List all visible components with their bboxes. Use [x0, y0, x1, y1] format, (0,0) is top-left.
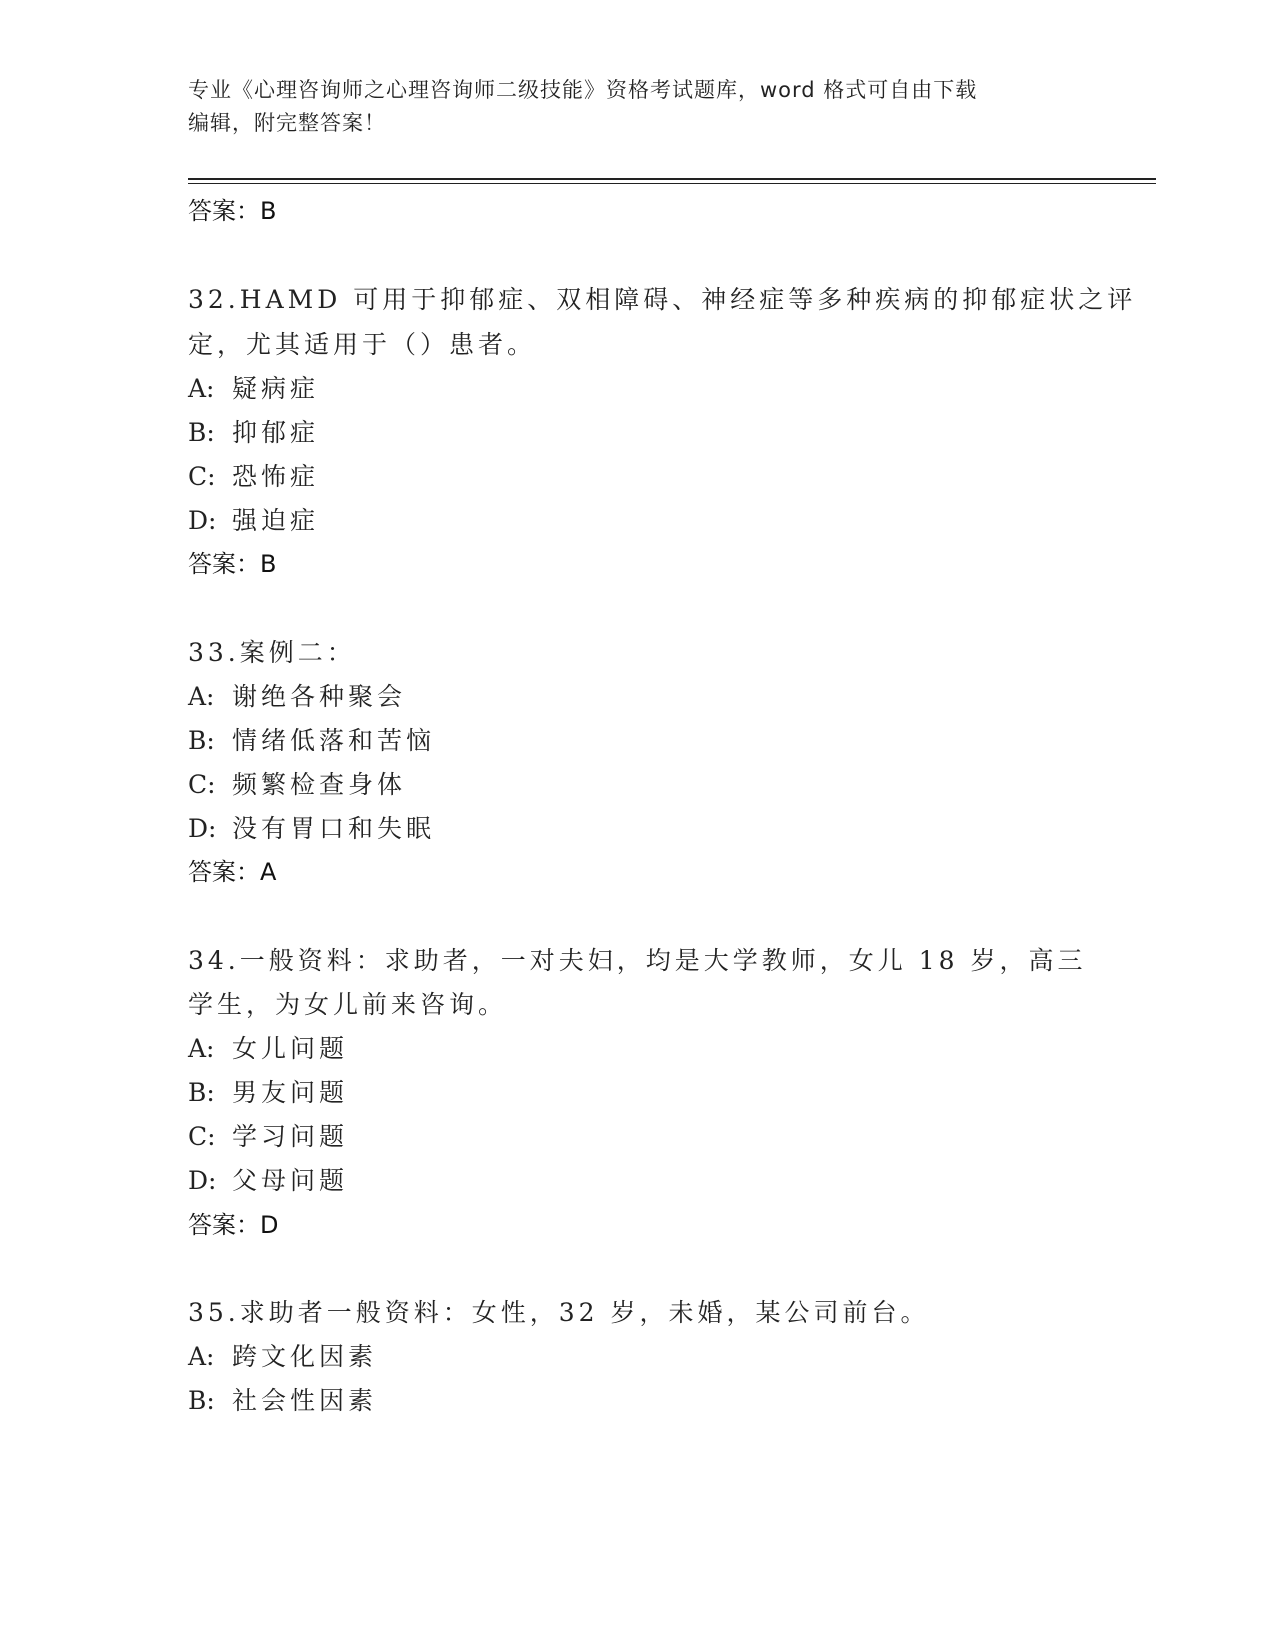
option-text: 学习问题: [232, 1122, 349, 1151]
answer-label: 答案：: [188, 197, 260, 225]
option-a: [188, 374, 319, 404]
question-number: 33.: [188, 638, 240, 667]
question-32-stem: [188, 285, 1136, 315]
option-d: [188, 506, 319, 536]
option-text: 恐怖症: [232, 462, 320, 491]
answer-label: 答案：: [188, 1211, 260, 1239]
option-letter: B:: [188, 726, 215, 755]
option-d: [188, 1166, 348, 1196]
document-header: [188, 74, 1088, 140]
question-32-stem-cont: 定，尤其适用于（）患者。: [188, 330, 537, 359]
option-letter: A:: [188, 374, 215, 403]
option-text: 男友问题: [232, 1078, 349, 1107]
answer-line: [188, 196, 276, 226]
option-d: [188, 814, 435, 844]
option-a: [188, 682, 406, 712]
question-number: 32.: [188, 285, 240, 314]
answer-value: B: [260, 550, 277, 578]
answer-value: B: [260, 197, 277, 225]
option-b: [188, 1386, 377, 1416]
option-a: [188, 1034, 348, 1064]
option-letter: B:: [188, 1386, 215, 1415]
question-34-stem: [188, 946, 1086, 976]
option-text: 跨文化因素: [232, 1342, 378, 1371]
option-letter: C:: [188, 1122, 216, 1151]
question-33-stem: [188, 638, 356, 668]
option-letter: D:: [188, 1166, 217, 1195]
question-number: 34.: [188, 946, 240, 975]
option-text: 频繁检查身体: [232, 770, 407, 799]
option-text: 抑郁症: [232, 418, 320, 447]
option-text: 谢绝各种聚会: [232, 682, 407, 711]
header-divider-thin: [188, 183, 1156, 184]
option-c: [188, 770, 406, 800]
option-b: [188, 418, 319, 448]
answer-label: 答案：: [188, 858, 260, 886]
option-text: 父母问题: [232, 1166, 349, 1195]
header-line-1: 专业《心理咨询师之心理咨询师二级技能》资格考试题库，word 格式可自由下载: [188, 78, 978, 102]
option-b: [188, 1078, 348, 1108]
question-text: 案例二：: [239, 638, 356, 667]
option-letter: A:: [188, 1034, 215, 1063]
question-text: 求助者一般资料：女性，32 岁，未婚，某公司前台。: [239, 1298, 930, 1327]
option-text: 没有胃口和失眠: [232, 814, 436, 843]
option-text: 疑病症: [232, 374, 320, 403]
answer-line: [188, 549, 276, 579]
option-text: 社会性因素: [232, 1386, 378, 1415]
option-b: [188, 726, 435, 756]
answer-line: [188, 857, 276, 887]
answer-value: D: [260, 1211, 279, 1239]
option-text: 情绪低落和苦恼: [232, 726, 436, 755]
option-text: 女儿问题: [232, 1034, 349, 1063]
option-letter: C:: [188, 462, 216, 491]
question-35-stem: [188, 1298, 930, 1328]
option-letter: B:: [188, 1078, 215, 1107]
answer-value: A: [260, 858, 277, 886]
answer-label: 答案：: [188, 550, 260, 578]
option-letter: D:: [188, 506, 217, 535]
option-letter: C:: [188, 770, 216, 799]
option-a: [188, 1342, 377, 1372]
option-letter: A:: [188, 682, 215, 711]
option-c: [188, 1122, 348, 1152]
header-line-2: 编辑，附完整答案！: [188, 111, 386, 135]
question-text: 一般资料：求助者，一对夫妇，均是大学教师，女儿 18 岁，高三: [239, 946, 1087, 975]
question-text: HAMD 可用于抑郁症、双相障碍、神经症等多种疾病的抑郁症状之评: [239, 285, 1137, 314]
option-c: [188, 462, 319, 492]
answer-line: [188, 1210, 278, 1240]
header-divider: [188, 178, 1156, 180]
question-number: 35.: [188, 1298, 240, 1327]
option-letter: A:: [188, 1342, 215, 1371]
option-letter: D:: [188, 814, 217, 843]
option-text: 强迫症: [232, 506, 320, 535]
option-letter: B:: [188, 418, 215, 447]
question-34-stem-cont: 学生，为女儿前来咨询。: [188, 990, 508, 1019]
